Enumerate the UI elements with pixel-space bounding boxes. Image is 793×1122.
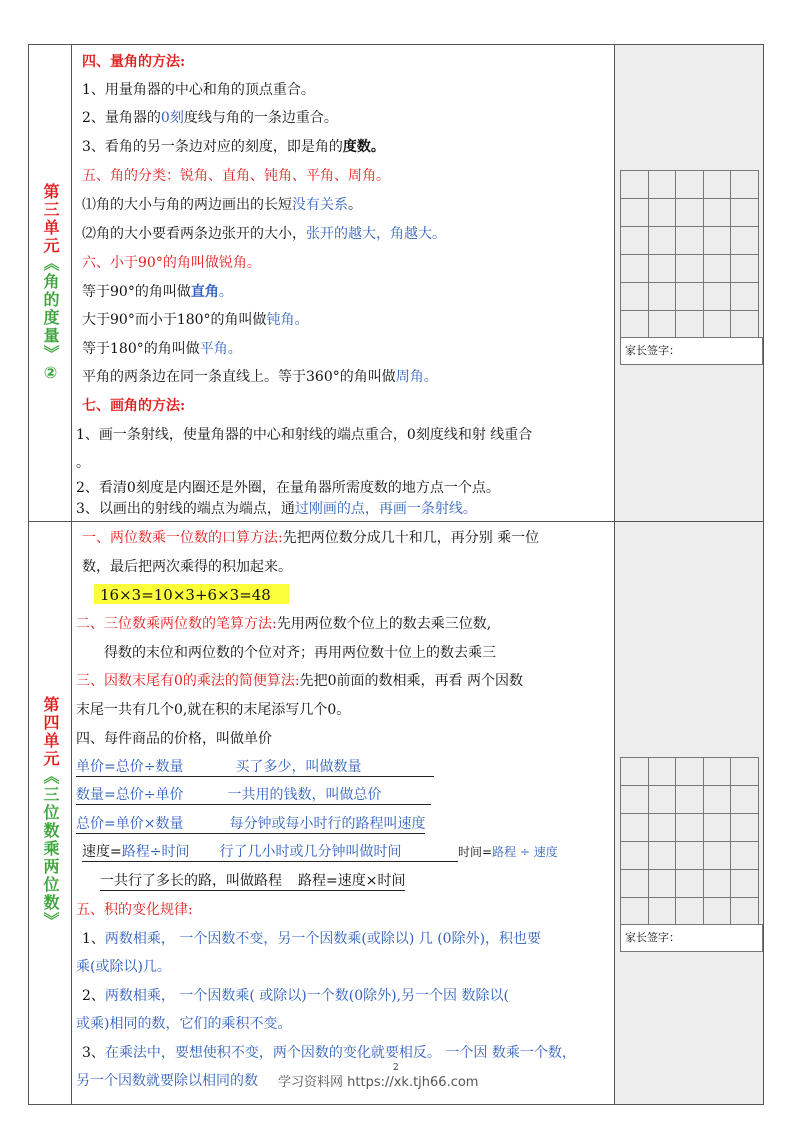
parent-signature-box[interactable]: 家长签字： [620, 924, 763, 952]
practice-grid[interactable] [620, 757, 759, 926]
formula-line: 速度=路程÷时间 行了几小时或几分钟叫做时间 时间=路程 ÷ 速度 [82, 844, 558, 860]
equation-example: 16×3=10×3+6×3=48 [94, 586, 289, 605]
text-line: 得数的末位和两位数的个位对齐；再用两位数十位上的数去乘三 [104, 645, 496, 661]
unit3-title-cell [29, 45, 72, 521]
parent-signature-box[interactable]: 家长签字： [620, 337, 763, 365]
text-line: 2、量角器的0刻度线与角的一条边重合。 [82, 110, 338, 126]
heading-acute: 六、小于90°的角叫做锐角。 [82, 255, 261, 271]
formula-line: 一共行了多长的路，叫做路程 路程=速度×时间 [100, 873, 406, 889]
unit4-title-sub: 《三位数乘两位数》 [41, 768, 60, 930]
text-line: 等于90°的角叫做直角。 [82, 284, 233, 300]
unit3-row [28, 44, 764, 522]
unit4-title [40, 696, 60, 930]
text-line: 三、因数末尾有0的乘法的简便算法:先把0前面的数相乘，再看 两个因数 [76, 673, 523, 689]
text-line: 乘(或除以)几。 [76, 959, 171, 975]
unit3-content [72, 45, 613, 521]
watermark-footer: 学习资料网 https://xk.tjh66.com [278, 1075, 479, 1090]
unit4-title-main: 第四单元 [41, 696, 60, 768]
text-line: 1、画一条射线，使量角器的中心和射线的端点重合，0刻度线和射 线重合 [76, 427, 533, 443]
page-number: 2 [393, 1063, 399, 1073]
text-line: 四、每件商品的价格，叫做单价 [76, 731, 272, 747]
formula-line: 单价=总价÷数量 买了多少，叫做数量 [76, 758, 434, 777]
text-line: 1、两数相乘， 一个因数不变，另一个因数乘(或除以) 几 (0除外)，积也要 [82, 931, 542, 947]
text-line: 大于90°而小于180°的角叫做钝角。 [82, 312, 309, 328]
text-line: 一、两位数乘一位数的口算方法:先把两位数分成几十和几，再分别 乘一位 [82, 530, 540, 546]
practice-grid[interactable] [620, 170, 759, 339]
text-line: 末尾一共有几个0,就在积的末尾添写几个0。 [76, 702, 351, 718]
unit3-title-main: 第三单元 [41, 182, 60, 255]
unit4-content [72, 522, 613, 1104]
text-line: 数，最后把两次乘得的积加起来。 [82, 559, 292, 575]
text-line: ⑴角的大小与角的两边画出的长短没有关系。 [82, 197, 362, 213]
formula-line: 数量=总价÷单价 一共用的钱数，叫做总价 [76, 786, 431, 805]
formula-line: 总价=单价×数量 每分钟或每小时行的路程叫速度 [76, 816, 426, 832]
text-line: 。 [76, 455, 90, 471]
heading-angle-types: 五、角的分类：锐角、直角、钝角、平角、周角。 [82, 168, 390, 184]
text-line: 二、三位数乘两位数的笔算方法:先用两位数个位上的数去乘三位数, [76, 616, 492, 632]
text-line: 2、两数相乘， 一个因数乘( 或除以)一个数(0除外),另一个因 数除以( [82, 988, 509, 1004]
text-line: 2、看清0刻度是内圈还是外圈，在量角器所需度数的地方点一个点。 [76, 480, 500, 496]
heading-draw-method: 七、画角的方法: [82, 398, 186, 414]
heading-measure-method: 四、量角的方法: [82, 54, 186, 70]
text-line: 等于180°的角叫做平角。 [82, 341, 242, 357]
unit4-row [28, 521, 764, 1105]
text-line: 3、以画出的射线的端点为端点，通过刚画的点，再画一条射线。 [76, 501, 477, 517]
text-line: 平角的两条边在同一条直线上。等于360°的角叫做周角。 [82, 369, 438, 385]
heading-product-rule: 五、积的变化规律: [76, 902, 193, 918]
notes-table [28, 44, 764, 1105]
text-line: 或乘)相同的数，它们的乘积不变。 [76, 1016, 292, 1032]
unit4-signature-cell [614, 522, 763, 1104]
unit4-title-cell [29, 522, 72, 1104]
text-line: 另一个因数就要除以相同的数 [76, 1073, 258, 1089]
unit3-title-num: ② [41, 362, 60, 384]
unit3-title-sub: 《角的度量》 [41, 254, 60, 363]
unit3-title [40, 183, 60, 384]
unit3-signature-cell [614, 45, 763, 521]
text-line: 1、用量角器的中心和角的顶点重合。 [82, 82, 315, 98]
text-line: 3、在乘法中，要想使积不变，两个因数的变化就要相反。 一个因 数乘一个数， [82, 1045, 576, 1061]
text-line: ⑵角的大小要看两条边张开的大小，张开的越大，角越大。 [82, 226, 446, 242]
text-line: 3、看角的另一条边对应的刻度，即是角的度数。 [82, 139, 385, 155]
